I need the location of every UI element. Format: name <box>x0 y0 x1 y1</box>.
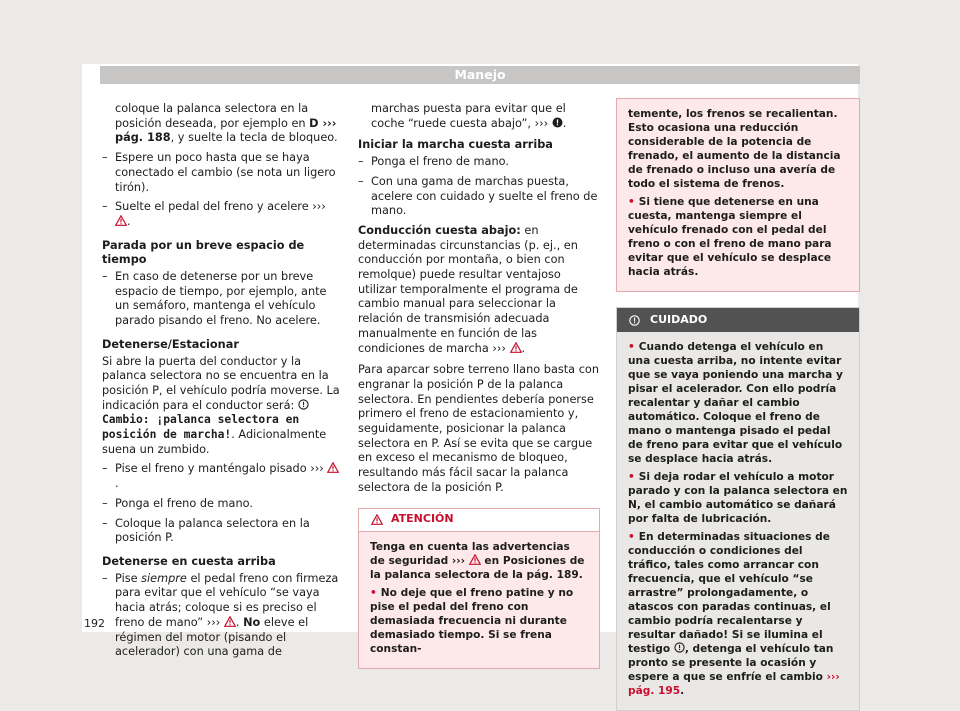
subheading: Detenerse en cuesta arriba <box>102 554 276 568</box>
caution-box-header <box>617 308 859 332</box>
gear-warning-icon <box>298 399 309 410</box>
bullet-icon: • <box>628 341 635 353</box>
warning-box-continued <box>616 98 860 292</box>
subheading: Detenerse/Estacionar <box>102 337 239 351</box>
caution-bullet: • En determinadas situaciones de conducción o condiciones del tráfico, tales como arrancar con frecuencia, que el vehículo “se arrastre” prolongadamente, o atascos con paradas continuas, el cambio podría recalentarse y resultar dañado! Si se ilumina el testigo , detenga el vehículo tan pronto se presente la ocasión y espere a que se enfríe el cambio ››› pág. 195. <box>628 531 840 697</box>
bullet-icon: • <box>370 586 377 599</box>
page-reference[interactable]: ››› pág. 195 <box>628 671 840 697</box>
list-item: – Coloque la palanca selectora en la posición P. <box>102 517 340 546</box>
list-item: – En caso de detenerse por un breve espacio de tiempo, por ejemplo, ante un semáforo, mantenga el vehículo parado pisando el freno. No acelere. <box>102 270 340 329</box>
warning-triangle-icon <box>371 514 383 525</box>
warning-triangle-icon[interactable] <box>327 462 339 473</box>
warning-paragraph: Tenga en cuenta las advertencias de seguridad ››› en Posiciones de la palanca selectora de la pág. 189. <box>370 540 585 581</box>
caution-circle-icon <box>629 315 640 326</box>
section-header: Manejo <box>100 66 860 84</box>
warning-triangle-icon[interactable] <box>115 215 127 226</box>
warning-box-body <box>617 99 859 291</box>
bullet-icon: • <box>628 531 635 543</box>
list-item: – Suelte el pedal del freno y acelere ››› . <box>102 200 340 229</box>
list-item: – Ponga el freno de mano. <box>102 497 340 512</box>
bullet-icon: • <box>628 471 635 483</box>
subheading: Parada por un breve espacio de tiempo <box>102 238 305 267</box>
warning-box-header <box>359 509 599 532</box>
column-2 <box>358 102 600 669</box>
caution-bullet: • Cuando detenga el vehículo en una cuesta arriba, no intente evitar que se vaya poniendo una marcha y pisar el acelerador. Con ello podría recalentar y dañar el cambio automático. Coloque el freno de mano o mantenga pisado el pedal de freno para evitar que el vehículo se desplace hacia atrás. <box>628 341 843 465</box>
caution-bullet: • Si deja rodar el vehículo a motor parado y con la palanca selectora en N, el cambio automático se dañará por falta de lubricación. <box>628 471 848 525</box>
warning-bullet: • Si tiene que detenerse en una cuesta, mantenga siempre el vehículo frenado con el pedal del freno o con el freno de mano para evitar que el vehículo se desplace hacia atrás. <box>628 196 832 278</box>
warning-title: ATENCIÓN <box>391 512 454 526</box>
paragraph-continuation: marchas puesta para evitar que el coche “ruede cuesta abajo”, ››› . <box>371 102 567 130</box>
warning-box <box>358 508 600 669</box>
display-message: Cambio: ¡palanca selectora en posición de marcha! <box>102 413 300 442</box>
warning-triangle-icon[interactable] <box>510 342 522 353</box>
caution-title: CUIDADO <box>650 312 708 326</box>
paragraph: Si abre la puerta del conductor y la palanca selectora no se encuentra en la posición P, el vehículo podría moverse. La indicación para el conductor será: Cambio: ¡palanca selectora en posición de marcha!. Adicionalmente suena un zumbido. <box>102 354 340 456</box>
page-reference[interactable]: en Posiciones de la palanca selectora de la pág. 189 <box>370 554 585 581</box>
column-1 <box>102 102 340 665</box>
column-3 <box>616 98 860 711</box>
caution-box-body <box>617 332 859 710</box>
warning-triangle-icon[interactable] <box>224 616 236 627</box>
bullet-icon: • <box>628 196 635 208</box>
paragraph-continuation: coloque la palanca selectora en la posición deseada, por ejemplo en D ››› pág. 188, y suelte la tecla de bloqueo. <box>115 102 338 145</box>
caution-box <box>616 307 860 711</box>
warning-triangle-icon[interactable] <box>469 554 481 565</box>
list-item: – Ponga el freno de mano. <box>358 155 600 170</box>
paragraph: Conducción cuesta abajo: en determinadas circunstancias (p. ej., en conducción por montaña, o bien con remolque) puede resultar ventajoso utilizar temporalmente el programa de cambio manual para seleccionar la relación de transmisión adecuada manualmente en función de las condiciones de marcha ››› . <box>358 223 578 355</box>
gear-warning-icon <box>674 642 685 653</box>
paragraph: Para aparcar sobre terreno llano basta con engranar la posición P de la palanca selectora. En pendientes debería ponerse primero el freno de estacionamiento y, seguidamente, posicionar la palanca selectora en P. Así se evita que se cargue en exceso el mecanismo de bloqueo, resultando más fácil sacar la palanca selectora de la posición P. <box>358 363 599 494</box>
subheading: Iniciar la marcha cuesta arriba <box>358 138 553 152</box>
list-item: – Con una gama de marchas puesta, acelere con cuidado y suelte el freno de mano. <box>358 175 600 219</box>
list-item: – Pise siempre el pedal freno con firmeza para evitar que el vehículo “se vaya hacia atrás; coloque si es preciso el freno de mano” ››› . No eleve el régimen del motor (pisando el acelerador) con una gama de <box>102 572 340 660</box>
warning-paragraph: temente, los frenos se recalientan. Esto ocasiona una reducción considerable de la potencia de frenado, el aumento de la distancia de frenado o incluso una avería de todo el sistema de frenos. <box>628 108 841 190</box>
page-reference[interactable]: pág. 188 <box>115 131 171 145</box>
info-circle-icon[interactable] <box>552 117 563 128</box>
page-number: 192 <box>84 617 105 630</box>
warning-bullet: • No deje que el freno patine y no pise el pedal del freno con demasiada frecuencia ni durante demasiado tiempo. Si se frena constan- <box>370 586 574 655</box>
list-item: – Espere un poco hasta que se haya conectado el cambio (se nota un ligero tirón). <box>102 151 340 195</box>
warning-box-body <box>359 532 599 668</box>
list-item: – Pise el freno y manténgalo pisado ››› . <box>102 462 340 491</box>
